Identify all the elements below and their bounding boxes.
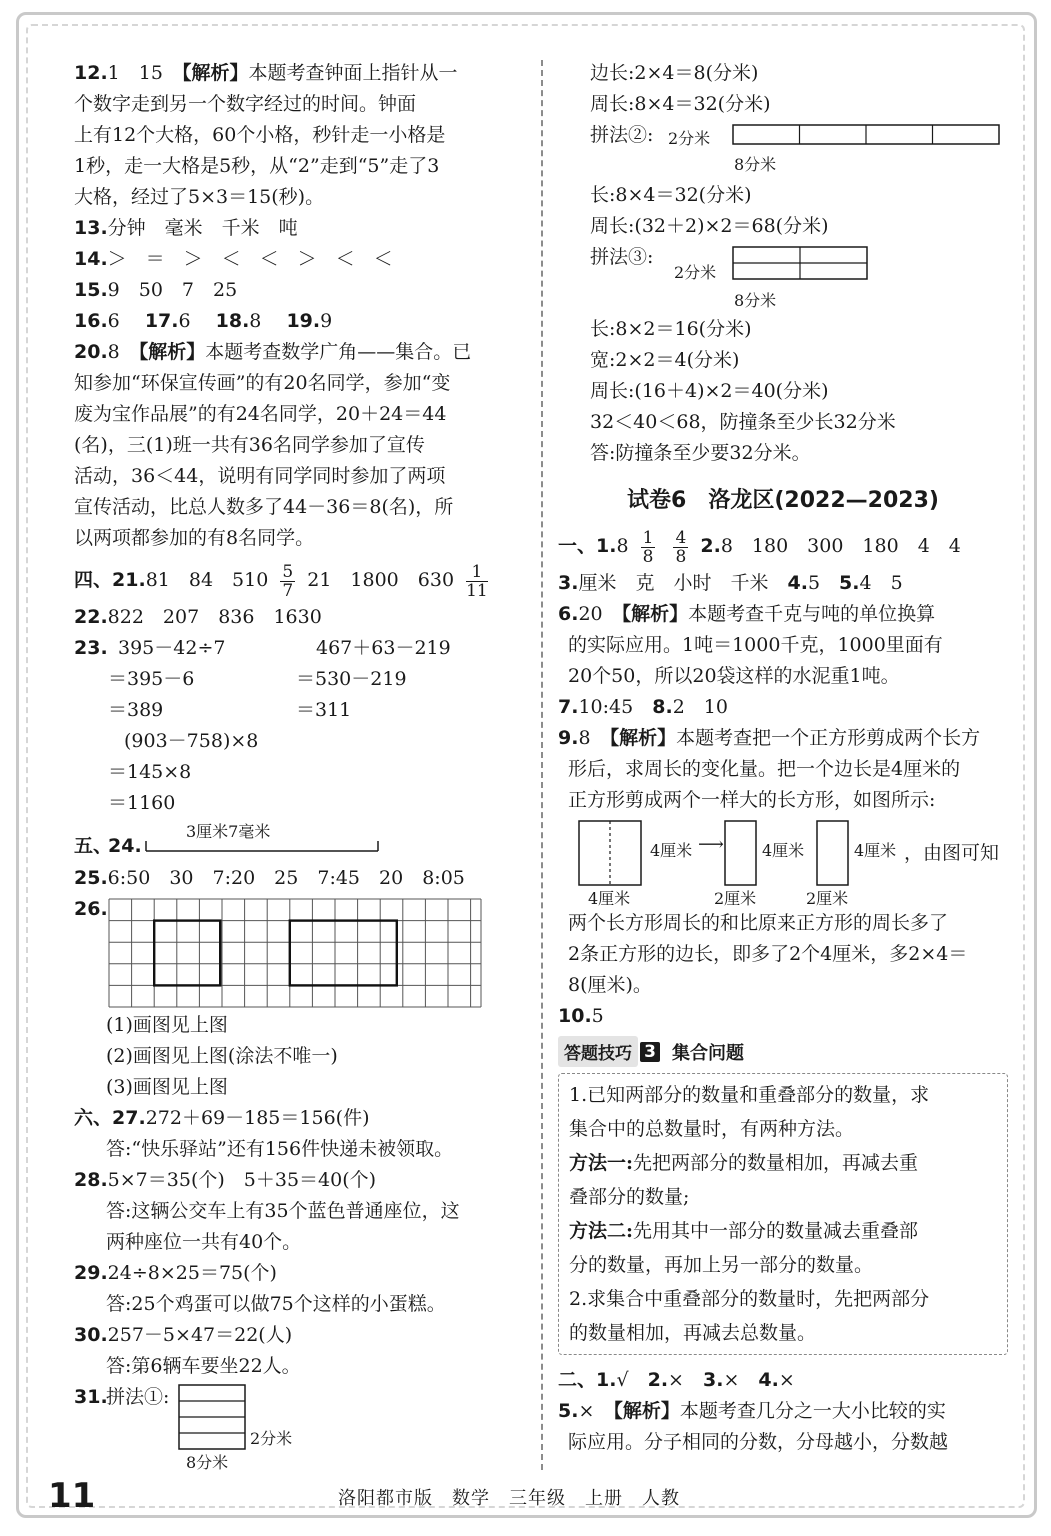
method-3-rectangle <box>732 246 870 282</box>
s4-answer: 5 <box>807 572 821 594</box>
section-six-label: 六、 <box>74 1107 113 1129</box>
q12-text: 上有12个大格，60个小格，秒针走一小格是 <box>74 124 446 146</box>
er-q4-number: 4. <box>758 1369 779 1391</box>
s7-number: 7. <box>558 696 579 718</box>
q13-number: 13. <box>74 217 108 239</box>
q28-number: 28. <box>74 1169 108 1191</box>
q17-answer: 6 <box>178 310 191 332</box>
q31 <box>74 1382 529 1472</box>
fraction-denominator: 11 <box>466 580 488 601</box>
q20-text: 以两项都参加的有8名同学。 <box>74 527 315 549</box>
er-q5-answer: × <box>578 1400 595 1422</box>
er-q3-number: 3. <box>702 1369 724 1391</box>
er-q1-number: 1. <box>596 1369 617 1391</box>
s9-text: 两个长方形周长的和比原来正方形的周长多了 <box>568 912 949 934</box>
fraction-denominator: 7 <box>282 580 294 601</box>
s7-8 <box>558 692 1008 723</box>
q31-number: 31. <box>74 1386 108 1408</box>
q18-number: 18. <box>215 310 250 332</box>
calc-line: 长:8×2＝16(分米) <box>590 318 752 340</box>
q23-calc-1 <box>118 633 225 664</box>
q31-rectangle-figure <box>178 1384 248 1452</box>
q20-text: 活动，36＜44，说明有同学同时参加了两项 <box>74 465 446 487</box>
s3-5 <box>558 568 1008 599</box>
section-four-label: 四、 <box>74 569 113 591</box>
fraction-numerator: 5 <box>282 561 294 582</box>
tips-text: 先把两部分的数量相加，再减去重 <box>633 1152 919 1174</box>
q14-answer: ＞ ＝ ＞ ＜ ＜ ＞ ＜ ＜ <box>107 248 393 270</box>
calc-step: 395－42÷7 <box>118 637 226 659</box>
tips-text: 先用其中一部分的数量减去重叠部 <box>633 1220 919 1242</box>
q12 <box>74 58 529 89</box>
tips-method-2 <box>569 1214 997 1248</box>
fraction-denominator: 8 <box>642 546 654 567</box>
q19-number: 19. <box>286 310 321 332</box>
arrow-icon: ⟶ <box>698 834 724 855</box>
q22-number: 22. <box>74 606 108 628</box>
q23-calc-3-steps <box>108 757 191 819</box>
q15-answer: 9 50 7 25 <box>107 279 238 301</box>
calc-line: 周长:(32＋2)×2＝68(分米) <box>590 215 829 237</box>
q26-number: 26. <box>74 898 108 920</box>
q27-equation: 272＋69－185＝156(件) <box>145 1107 370 1129</box>
q15 <box>74 275 529 306</box>
q31-method-label: 拼法①: <box>106 1386 170 1408</box>
tips-method-2-label: 方法二: <box>569 1220 634 1242</box>
fraction-denominator: 8 <box>675 546 687 567</box>
q25 <box>74 863 529 894</box>
q22 <box>74 602 529 633</box>
method-2-bottom-label: 8分米 <box>734 155 777 174</box>
s8-answer: 2 10 <box>672 696 728 718</box>
s6-tag: 【解析】 <box>621 603 689 625</box>
calc-step: 467＋63－219 <box>316 637 451 659</box>
er-q5-number: 5. <box>558 1400 579 1422</box>
q28-equation: 5×7＝35(个) 5＋35＝40(个) <box>107 1169 377 1191</box>
tips-text: 的数量相加，再减去总数量。 <box>569 1322 817 1344</box>
page-number: 11 <box>48 1476 96 1516</box>
er-q5-text: 本题考查几分之一大小比较的实 <box>679 1400 946 1422</box>
q15-number: 15. <box>74 279 108 301</box>
tips-box <box>558 1073 1008 1355</box>
q30-answer: 答:第6辆车要坐22人。 <box>106 1355 301 1377</box>
square-bottom-label: 4厘米 <box>588 889 631 908</box>
s9-text: 2条正方形的边长，即多了2个4厘米，多2×4＝ <box>568 943 968 965</box>
tips-text: 集合中的总数量时，有两种方法。 <box>569 1118 855 1140</box>
er-q4-answer: × <box>778 1369 795 1391</box>
method-3-figure <box>558 242 1008 314</box>
calc-line: 周长:(16＋4)×2＝40(分米) <box>590 380 829 402</box>
q29-number: 29. <box>74 1262 108 1284</box>
tips-method-1 <box>569 1146 997 1180</box>
method-2-left-label: 2分米 <box>668 129 711 148</box>
calc-step: (903－758)×8 <box>124 730 259 752</box>
q13-answer: 分钟 毫米 千米 吨 <box>107 217 298 239</box>
s1-fraction-1 <box>641 529 656 566</box>
s9-figure <box>558 816 1008 908</box>
q16-answer: 6 <box>107 310 120 332</box>
q20-number: 20. <box>74 341 108 363</box>
er-q2-number: 2. <box>647 1369 669 1391</box>
q26-note: (1)画图见上图 <box>106 1014 228 1036</box>
q19-answer: 9 <box>320 310 333 332</box>
q21-fraction-1 <box>280 563 295 600</box>
section-two-label: 二、 <box>558 1369 597 1391</box>
q29 <box>74 1258 529 1289</box>
tips-text: 叠部分的数量; <box>569 1186 690 1208</box>
s6-answer: 20 <box>578 603 603 625</box>
s9-text: 8(厘米)。 <box>568 974 652 996</box>
q20-tag: 【解析】 <box>138 341 206 363</box>
calc-line: 周长:8×4＝32(分米) <box>590 93 771 115</box>
calc-line: 32＜40＜68，防撞条至少长32分米 <box>590 411 896 433</box>
q12-text: 1秒，走一大格是5秒，从“2”走到“5”走了3 <box>74 155 440 177</box>
er-q1-answer: √ <box>616 1369 629 1391</box>
q20-text: 废为宝作品展”的有24名同学，20＋24＝44 <box>74 403 447 425</box>
er-q2-answer: × <box>668 1369 684 1391</box>
s6 <box>558 599 1008 630</box>
fraction-numerator: 4 <box>675 527 687 548</box>
q26-note: (3)画图见上图 <box>106 1076 228 1098</box>
q22-answer: 822 207 836 1630 <box>107 606 322 628</box>
calc-step: ＝311 <box>296 699 352 721</box>
q16-19 <box>74 306 529 337</box>
q20 <box>74 337 529 368</box>
s-er <box>558 1365 1008 1396</box>
rect-1-side-label: 4厘米 <box>762 841 805 860</box>
tips-text: 1.已知两部分的数量和重叠部分的数量，求 <box>569 1084 930 1106</box>
q14 <box>74 244 529 275</box>
q31-side-label: 2分米 <box>250 1429 293 1448</box>
s6-text: 本题考查千克与吨的单位换算 <box>688 603 936 625</box>
q30-equation: 257－5×47＝22(人) <box>107 1324 293 1346</box>
q24-segment-label: 3厘米7毫米 <box>186 822 271 841</box>
q27 <box>74 1103 529 1134</box>
footer <box>48 1476 1008 1516</box>
calc-step: ＝389 <box>108 699 164 721</box>
er-q5-tag: 【解析】 <box>613 1400 680 1422</box>
s9-text: 形后，求周长的变化量。把一个边长是4厘米的 <box>568 758 961 780</box>
s2-number: 2. <box>700 535 721 557</box>
er-q3-answer: × <box>723 1369 740 1391</box>
s1-answer: 8 <box>616 535 629 557</box>
er-q5-text: 际应用。分子相同的分数，分母越小，分数越 <box>568 1431 949 1453</box>
fraction-numerator: 1 <box>466 563 488 582</box>
s6-text: 的实际应用。1吨＝1000千克，1000里面有 <box>568 634 943 656</box>
q21-answer: 81 84 510 <box>145 569 269 591</box>
tips-method-1-label: 方法一: <box>569 1152 634 1174</box>
q20-answer: 8 <box>107 341 120 363</box>
square-side-label: 4厘米 <box>650 841 693 860</box>
calc-line: 宽:2×2＝4(分米) <box>590 349 740 371</box>
fraction-numerator: 1 <box>642 527 654 548</box>
tips-text: 分的数量，再加上另一部分的数量。 <box>569 1254 874 1276</box>
q23-calc-3 <box>124 726 258 757</box>
tips-title: 集合问题 <box>672 1042 744 1064</box>
q26-grid <box>108 898 482 1008</box>
q12-text: 个数字走到另一个数字经过的时间。钟面 <box>74 93 417 115</box>
s1 <box>558 524 1008 568</box>
s9-answer: 8 <box>578 727 591 749</box>
s1-fraction-2 <box>673 529 688 566</box>
q14-number: 14. <box>74 248 108 270</box>
s2-answer: 8 180 300 180 4 4 <box>720 535 961 557</box>
er-q5 <box>558 1396 1008 1427</box>
s6-number: 6. <box>558 603 579 625</box>
s10-answer: 5 <box>591 1005 604 1027</box>
calc-line: 长:8×4＝32(分米) <box>590 184 752 206</box>
method-3-label: 拼法③: <box>590 246 654 268</box>
column-divider <box>541 60 543 1470</box>
right-column <box>558 58 1008 1458</box>
s9-number: 9. <box>558 727 579 749</box>
q24-line-segment <box>144 839 380 853</box>
section-one-label: 一、 <box>558 535 597 557</box>
q29-equation: 24÷8×25＝75(个) <box>107 1262 277 1284</box>
s7-answer: 10:45 <box>578 696 634 718</box>
q21-number: 21. <box>112 569 146 591</box>
q25-number: 25. <box>74 867 108 889</box>
q24-number: 24. <box>108 835 142 857</box>
method-2-label: 拼法②: <box>590 124 654 146</box>
s6-text: 20个50，所以20袋这样的水泥重1吨。 <box>568 665 900 687</box>
q12-number: 12. <box>74 62 108 84</box>
q28-answer: 答:这辆公交车上有35个蓝色普通座位，这 <box>106 1200 460 1222</box>
q17-number: 17. <box>144 310 179 332</box>
s10-number: 10. <box>558 1005 592 1027</box>
s9-tag: 【解析】 <box>609 727 677 749</box>
q27-answer: 答:“快乐驿站”还有156件快递未被领取。 <box>106 1138 454 1160</box>
q13 <box>74 213 529 244</box>
s5-answer: 4 5 <box>859 572 903 594</box>
s5-number: 5. <box>839 572 860 594</box>
method-3-left-label: 2分米 <box>674 263 717 282</box>
square-figure <box>578 820 644 888</box>
q20-text: 知参加“环保宣传画”的有20名同学，参加“变 <box>74 372 451 394</box>
tips-number-badge: 3 <box>640 1042 660 1062</box>
s1-number: 1. <box>596 535 617 557</box>
q26 <box>74 894 529 1010</box>
q21-fraction-2 <box>466 563 488 600</box>
method-3-bottom-label: 8分米 <box>734 291 777 310</box>
tips-label: 答题技巧 <box>558 1036 638 1067</box>
s8-number: 8. <box>652 696 673 718</box>
q20-text: (名)，三(1)班一共有36名同学参加了宣传 <box>74 434 425 456</box>
q27-number: 27. <box>112 1107 146 1129</box>
q16-number: 16. <box>74 310 108 332</box>
calc-line: 答:防撞条至少要32分米。 <box>590 442 811 464</box>
q30 <box>74 1320 529 1351</box>
calc-step: ＝395－6 <box>108 668 195 690</box>
s9-text: 正方形剪成两个一样大的长方形，如图所示: <box>568 789 936 811</box>
calc-line: 边长:2×4＝8(分米) <box>590 62 759 84</box>
tips-header <box>558 1036 1008 1067</box>
rect-2-side-label: 4厘米 <box>854 841 897 860</box>
rectangle-figure-2 <box>816 820 850 888</box>
s3-answer: 厘米 克 小时 千米 <box>578 572 769 594</box>
q23 <box>74 633 529 819</box>
method-2-strip <box>732 124 1002 146</box>
rectangle-figure-1 <box>724 820 758 888</box>
q26-note: (2)画图见上图(涂法不唯一) <box>106 1045 338 1067</box>
q23-number: 23. <box>74 637 108 659</box>
s9-text: ，由图可知 <box>904 842 1000 864</box>
q28 <box>74 1165 529 1196</box>
s3-number: 3. <box>558 572 579 594</box>
q12-answer: 1 15 <box>107 62 163 84</box>
q21-answer: 21 1800 630 <box>307 569 455 591</box>
footer-text: 洛阳都市版 数学 三年级 上册 人教 <box>338 1488 680 1509</box>
q23-calc-2 <box>296 633 451 726</box>
q21 <box>74 558 529 602</box>
calc-step: ＝145×8 <box>108 761 192 783</box>
q12-tag: 【解析】 <box>181 62 249 84</box>
s4-number: 4. <box>787 572 808 594</box>
s9-text: 本题考查把一个正方形剪成两个长方 <box>676 727 981 749</box>
calc-step: ＝530－219 <box>296 668 407 690</box>
q23-calc-1-steps <box>108 664 194 726</box>
q30-number: 30. <box>74 1324 108 1346</box>
s9 <box>558 723 1008 754</box>
q20-text: 宣传活动，比总人数多了44－36＝8(名)，所 <box>74 496 454 518</box>
section-five-label: 五、 <box>74 835 113 857</box>
s10 <box>558 1001 1008 1032</box>
calc-step: ＝1160 <box>108 792 176 814</box>
q28-answer: 两种座位一共有40个。 <box>106 1231 302 1253</box>
rect-1-bottom-label: 2厘米 <box>714 889 757 908</box>
rect-2-bottom-label: 2厘米 <box>806 889 849 908</box>
tips-text: 2.求集合中重叠部分的数量时，先把两部分 <box>569 1288 930 1310</box>
q24 <box>74 819 529 863</box>
section-title: 试卷6 洛龙区(2022—2023) <box>627 488 939 513</box>
q20-text: 本题考查数学广角——集合。已 <box>205 341 472 363</box>
q25-answer: 6:50 30 7:20 25 7:45 20 8:05 <box>107 867 465 889</box>
q29-answer: 答:25个鸡蛋可以做75个这样的小蛋糕。 <box>106 1293 446 1315</box>
q31-bottom-label: 8分米 <box>186 1453 229 1472</box>
method-2-figure <box>558 120 1008 180</box>
q18-answer: 8 <box>249 310 262 332</box>
q12-text: 本题考查钟面上指针从一 <box>248 62 458 84</box>
left-column <box>74 58 529 1472</box>
q12-text: 大格，经过了5×3＝15(秒)。 <box>74 186 325 208</box>
